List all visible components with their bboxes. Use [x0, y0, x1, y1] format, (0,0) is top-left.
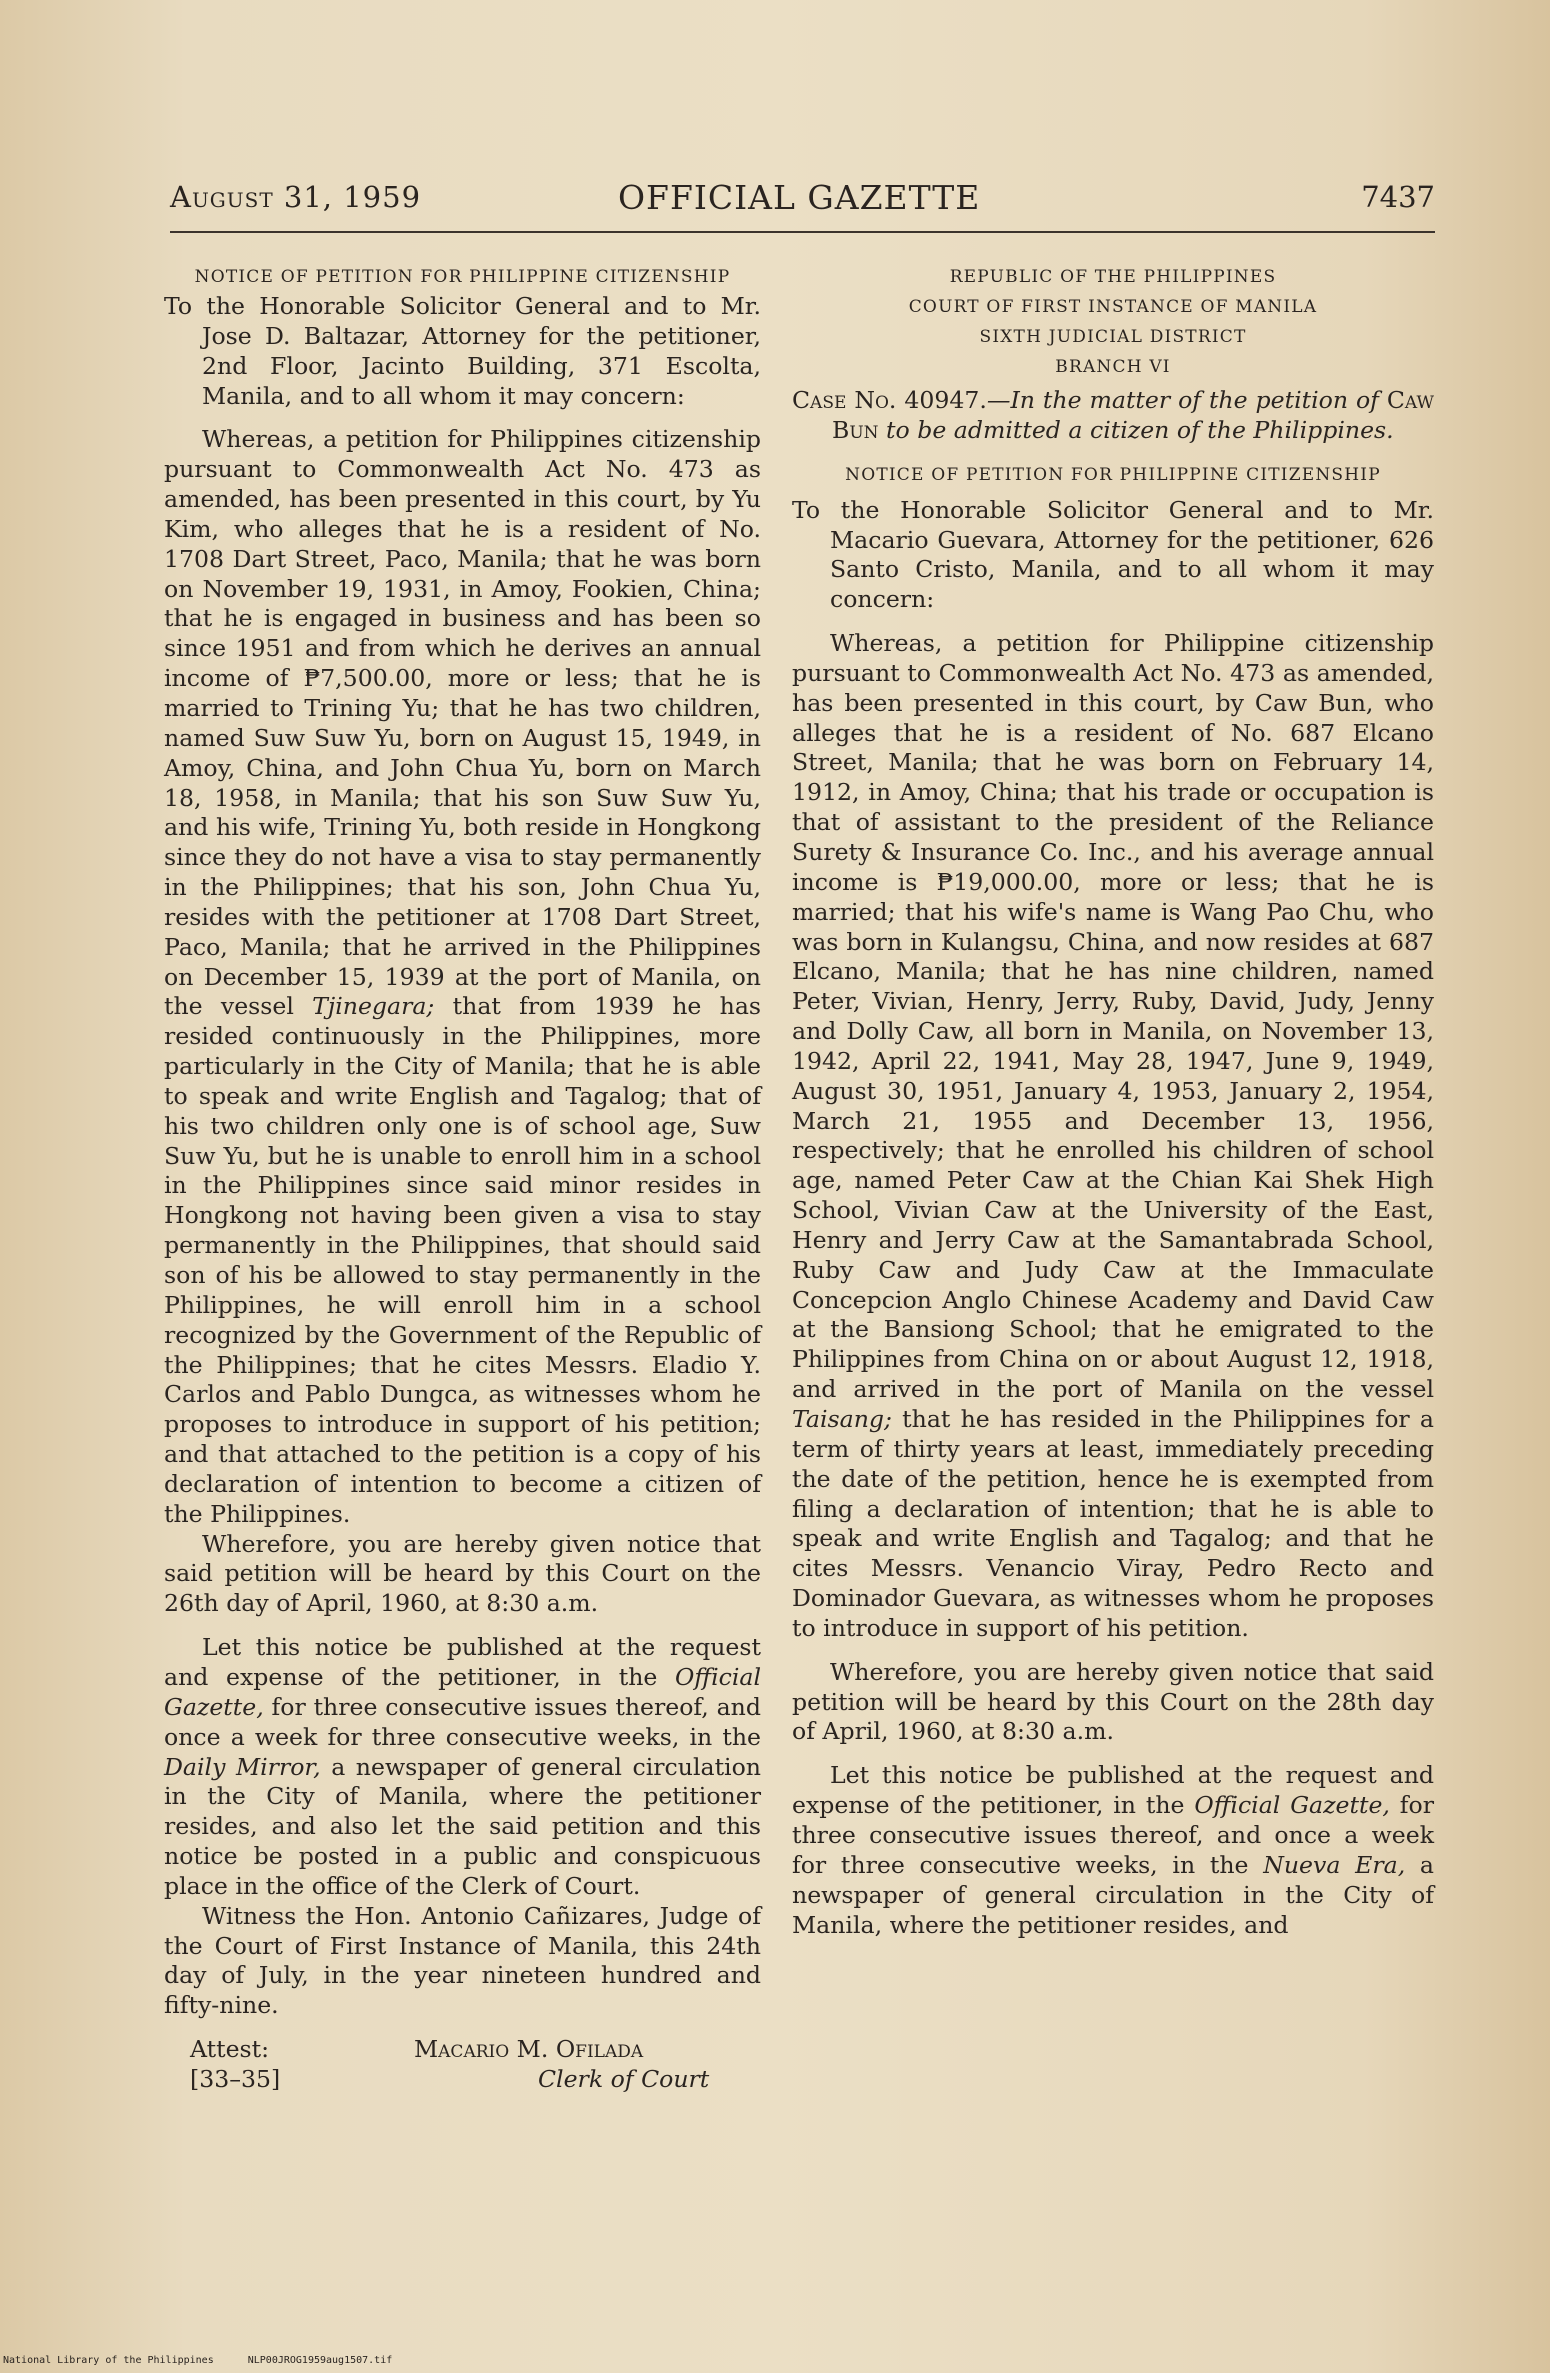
petition-text: Whereas, a petition for Philippines citizenship pursuant to Commonwealth Act No. 473 as amended, has been presented in this court, by Yu Kim, who alleges that he is a resident of No. 1708 Dart Street, Paco, Manila; that he was born on November 19, 1931, in Amoy, Fookien, China; that he is engaged in business and has been so since 1951 and from which he derives an annual income of ₱7,500.00, more or less; that he is married to Trining Yu; that he has two children, named Suw Suw Yu, born on August 15, 1949, in Amoy, China, and John Chua Yu, born on March 18, 1958, in Manila; that his son Suw Suw Yu, and his wife, Trining Yu, both reside in Hongkong since they do not have a visa to stay permanently in the Philippines; that his son, John Chua Yu, resides with the petitioner at 1708 Dart Street, Paco, Manila; that he arrived in the Philippines on December 15, 1939 at the port of Manila, on the vessel [164, 425, 761, 1021]
vessel-name: Tjinegara; [312, 992, 435, 1021]
publication-order-2 [792, 1761, 1434, 1940]
page-number: 7437 [1361, 180, 1435, 214]
court-line-1: REPUBLIC OF THE PHILIPPINES [949, 267, 1277, 287]
file-name: NLP00JROG1959aug1507.tif [247, 2355, 393, 2366]
publication-text-2: for three consecutive issues thereof, and once a week for three consecutive weeks, in the [792, 1791, 1434, 1879]
notice-heading: NOTICE OF PETITION FOR PHILIPPINE CITIZENSHIP [194, 267, 731, 287]
issue-date: August 31, 1959 [170, 180, 422, 214]
scan-footer [3, 2355, 420, 2366]
publication-text-3: a newspaper of general circulation in the City of Manila, where the petitioner resides, and [792, 1850, 1434, 1939]
hearing-notice: Wherefore, you are hereby given notice that said petition will be heard by this Court on the 26th day of April, 1960, at 8:30 a.m. [164, 1529, 761, 1618]
gazette-name: Official Gazette, [1194, 1791, 1390, 1820]
clerk-title: Clerk of Court [538, 2065, 710, 2094]
court-line-3: SIXTH JUDICIAL DISTRICT [979, 327, 1247, 347]
newspaper-name: Daily Mirror, [164, 1752, 321, 1781]
notice-heading-2: NOTICE OF PETITION FOR PHILIPPINE CITIZENSHIP [845, 464, 1381, 485]
case-title-text-2: to be admitted a citizen of the Philippines. [886, 415, 1394, 444]
case-title-text: —In the matter of the petition of [986, 386, 1379, 414]
petition-text-continued: that from 1939 he has resided continuously in the Philippines, more particularly in the City of Manila; that he is able to speak and write English and Tagalog; that of his two children only one is of school age, Suw Suw Yu, but he is unable to enroll him in a school in the Philippines since said minor resides in Hongkong not having been given a visa to stay permanently in the Philippines, that should said son of his be allowed to stay permanently in the Philippines, he will enroll him in a school recognized by the Government of the Republic of the Philippines; that he cites Messrs. Eladio Y. Carlos and Pablo Dungca, as witnesses whom he proposes to introduce in support of his petition; and that attached to the petition is a copy of his declaration of intention to become a citizen of the Philippines. [164, 992, 762, 1528]
court-line-2: COURT OF FIRST INSTANCE OF MANILA [908, 297, 1318, 317]
publication-text-3: a newspaper of general circulation in the City of Manila, where the petitioner resides, and also let the said petition and this notice be posted in a public and conspicuous place in the office of the Clerk of Court. [164, 1752, 761, 1900]
case-title [792, 386, 1434, 446]
attestation-block [164, 2035, 761, 2097]
case-petitioner: Caw Bun [832, 386, 1434, 444]
petition-body [164, 425, 761, 1529]
header-rule [170, 231, 1435, 233]
case-number: Case No. 40947. [792, 386, 987, 414]
petition-text-continued: that he has resided in the Philippines for a term of thirty years at least, immediately preceding the date of the petition, hence he is exempted from filing a declaration of intention; that he is able to speak and write English and Tagalog; and that he cites Messrs. Venancio Viray, Pedro Recto and Dominador Guevara, as witnesses whom he proposes to introduce in support of his petition. [792, 1405, 1434, 1642]
witness-clause: Witness the Hon. Antonio Cañizares, Judge of the Court of First Instance of Manila, this 24th day of July, in the year nineteen hundred and fifty-nine. [164, 1901, 761, 2020]
petition-body-2 [792, 629, 1434, 1644]
left-column [164, 262, 761, 2097]
notice-address: To the Honorable Solicitor General and to Mr. Jose D. Baltazar, Attorney for the petitioner, 2nd Floor, Jacinto Building, 371 Escolta, Manila, and to all whom it may concern: [164, 292, 761, 410]
publication-text: Let this notice be published at the request and expense of the petitioner, in the [792, 1761, 1434, 1820]
attest-label: Attest: [190, 2035, 270, 2064]
publication-text: Let this notice be published at the request and expense of the petitioner, in the [164, 1633, 761, 1691]
court-line-4: BRANCH VI [1055, 357, 1171, 377]
publication-text-2: for three consecutive issues thereof, and once a week for three consecutive weeks, in the [164, 1692, 761, 1751]
clerk-name: Macario M. Ofilada [414, 2035, 644, 2064]
notice-address-2: To the Honorable Solicitor General and to Mr. Macario Guevara, Attorney for the petitioner, 626 Santo Cristo, Manila, and to all whom it may concern: [792, 495, 1434, 614]
right-column [792, 262, 1434, 1940]
vessel-name: Taisang; [792, 1405, 892, 1433]
petition-text: Whereas, a petition for Philippine citizenship pursuant to Commonwealth Act No. 473 as amended, has been presented in this court, by Caw Bun, who alleges that he is a resident of No. 687 Elcano Street, Manila; that he was born on February 14, 1912, in Amoy, China; that his trade or occupation is that of assistant to the president of the Reliance Surety & Insurance Co. Inc., and his average annual income is ₱19,000.00, more or less; that he is married; that his wife's name is Wang Pao Chu, who was born in Kulangsu, China, and now resides at 687 Elcano, Manila; that he has nine children, named Peter, Vivian, Henry, Jerry, Ruby, David, Judy, Jenny and Dolly Caw, all born in Manila, on November 13, 1942, April 22, 1941, May 28, 1947, June 9, 1949, August 30, 1951, January 4, 1953, January 2, 1954, March 21, 1955 and December 13, 1956, respectively; that he enrolled his children of school age, named Peter Caw at the Chian Kai Shek High School, Vivian Caw at the University of the East, Henry and Jerry Caw at the Samantabrada School, Ruby Caw and Judy Caw at the Immaculate Concepcion Anglo Chinese Academy and David Caw at the Bansiong School; that he emigrated to the Philippines from China on or about August 12, 1918, and arrived in the port of Manila on the vessel [792, 629, 1434, 1404]
issue-range: [33–35] [190, 2065, 281, 2094]
newspaper-name: Nueva Era, [1263, 1850, 1406, 1879]
library-credit: National Library of the Philippines [3, 2355, 214, 2366]
hearing-notice-2: Wherefore, you are hereby given notice that said petition will be heard by this Court on the 28th day of April, 1960, at 8:30 a.m. [792, 1657, 1434, 1746]
gazette-name: Official Gazette, [164, 1662, 762, 1721]
publication-order [164, 1633, 761, 1902]
publication-title: OFFICIAL GAZETTE [618, 178, 981, 217]
page-header [170, 172, 1435, 222]
